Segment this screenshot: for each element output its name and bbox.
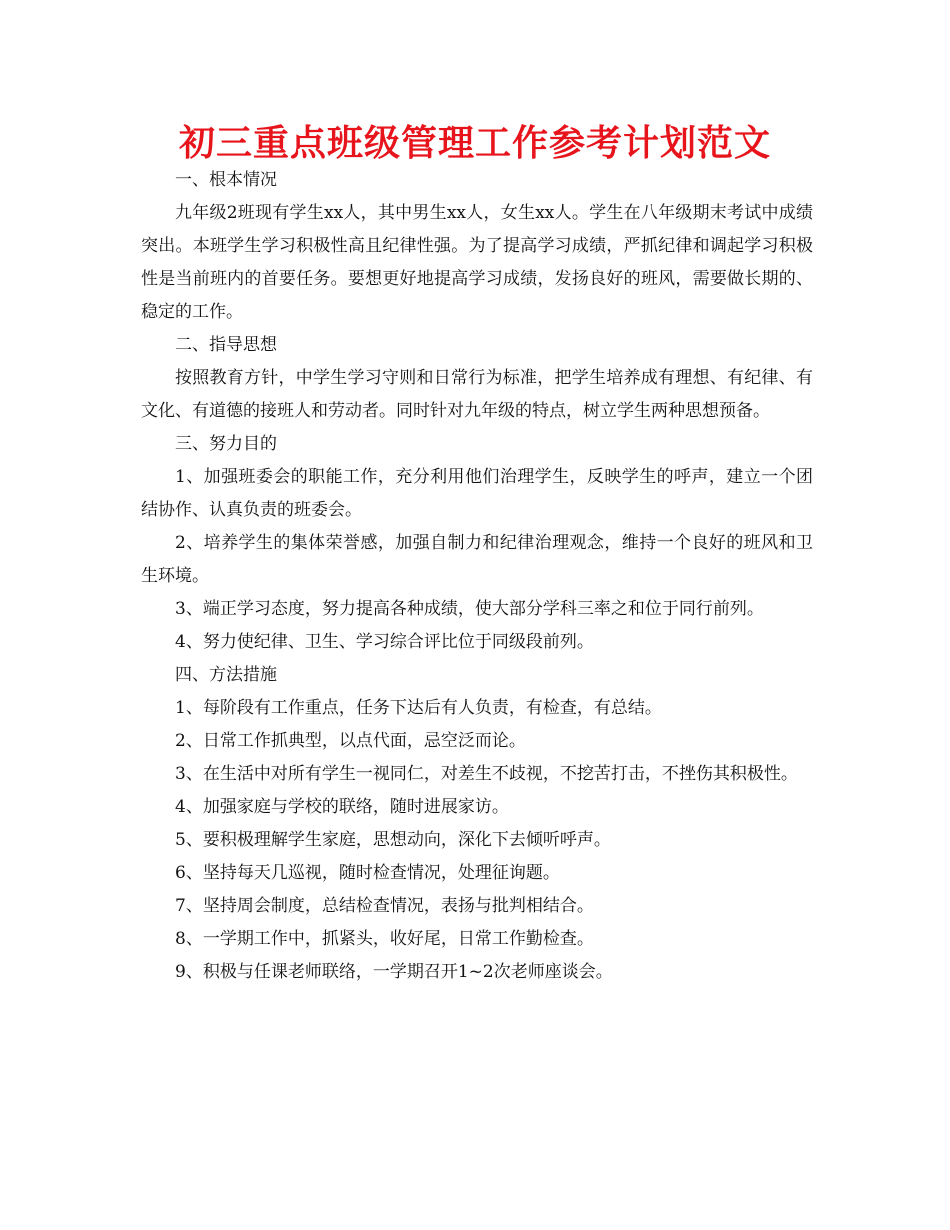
measure-item: 8、一学期工作中，抓紧头，收好尾，日常工作勤检查。: [175, 929, 594, 949]
measure-item: 6、坚持每天几巡视，随时检查情况，处理征询题。: [175, 863, 560, 883]
goal-item: 3、端正学习态度，努力提高各种成绩，使大部分学科三率之和位于同行前列。: [175, 599, 764, 619]
section-heading-guiding-thought: 二、指导思想: [175, 335, 277, 355]
goal-item: 2、培养学生的集体荣誉感，加强自制力和纪律治理观念，维持一个良好的班风和卫生环境。: [141, 533, 813, 586]
paragraph-guiding-thought: 按照教育方针，中学生学习守则和日常行为标准，把学生培养成有理想、有纪律、有文化、有道德的接班人和劳动者。同时针对九年级的特点，树立学生两种思想预备。: [141, 368, 813, 421]
paragraph-basic-situation: 九年级2班现有学生xx人，其中男生xx人，女生xx人。学生在八年级期末考试中成绩突出。本班学生学习积极性高且纪律性强。为了提高学习成绩，严抓纪律和调起学习积极性是当前班内的首要任务。要想更好地提高学习成绩，发扬良好的班风，需要做长期的、稳定的工作。: [141, 203, 813, 322]
measure-item: 4、加强家庭与学校的联络，随时进展家访。: [175, 797, 509, 817]
document-body: [141, 164, 813, 989]
measure-item: 9、积极与任课老师联络，一学期召开1~2次老师座谈会。: [175, 962, 613, 982]
document-title: 初三重点班级管理工作参考计划范文: [178, 123, 771, 164]
measure-item: 1、每阶段有工作重点，任务下达后有人负责，有检查，有总结。: [175, 698, 662, 718]
section-heading-measures: 四、方法措施: [175, 665, 277, 685]
measure-item: 5、要积极理解学生家庭，思想动向，深化下去倾听呼声。: [175, 830, 611, 850]
section-heading-goals: 三、努力目的: [175, 434, 277, 454]
goal-item: 4、努力使纪律、卫生、学习综合评比位于同级段前列。: [175, 632, 594, 652]
goal-item: 1、加强班委会的职能工作，充分利用他们治理学生，反映学生的呼声，建立一个团结协作、认真负责的班委会。: [141, 467, 813, 520]
measure-item: 3、在生活中对所有学生一视同仁，对差生不歧视，不挖苦打击，不挫伤其积极性。: [175, 764, 798, 784]
section-heading-basic-situation: 一、根本情况: [175, 170, 277, 190]
measure-item: 7、坚持周会制度，总结检查情况，表扬与批判相结合。: [175, 896, 594, 916]
measure-item: 2、日常工作抓典型，以点代面，忌空泛而论。: [175, 731, 526, 751]
